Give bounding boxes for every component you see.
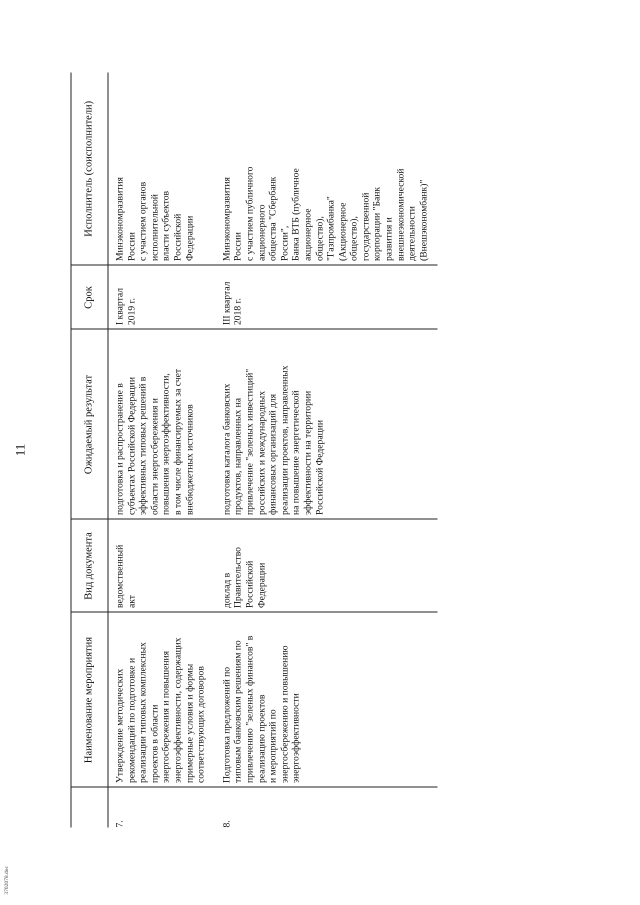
cell-line: ведомственный [114,544,126,608]
table-row [108,73,215,828]
cell-line: акционерное [302,208,314,261]
cell-line: Федерации [184,215,196,261]
cell-line: (Внешэкономбанк)" [418,179,430,261]
footer-doc-code: 3702078.doc [4,866,10,895]
cell-line: доклад в [221,572,233,608]
cell-line: развития и [383,217,395,261]
cell-num: 7. [114,820,126,828]
table-row [215,73,438,828]
cell-line: внебюджетных источников [184,404,196,515]
measures-table [71,73,438,828]
cell-line: типовым банковским решениям по [232,640,244,783]
header-term: Срок [71,266,108,330]
header-number [71,788,108,828]
cell-line: "Газпромбанка" [325,196,337,261]
cell-executor [108,73,215,266]
cell-line: Российской [172,213,184,261]
cell-line: Российской [244,560,256,608]
cell-line: Правительство [232,547,244,608]
cell-line: общества "Сбербанк [267,176,279,261]
cell-line: подготовка и распространение в [114,383,126,515]
cell-executor [215,73,438,266]
cell-line: энергоэффективности, содержащих [172,637,184,783]
cell-line: деятельности [406,206,418,261]
page-number: 11 [12,443,28,457]
cell-doc [215,520,438,613]
cell-line: и мероприятий по [267,709,279,783]
cell-line: Российской Федерации [314,420,325,515]
cell-line: подготовка каталога банковских [221,383,233,515]
cell-line: привлечению "зеленых финансов" в [244,635,256,783]
cell-line: власти субъектов [160,190,172,261]
cell-line: Утверждение методических [114,668,126,783]
cell-line: внешнеэкономической [395,168,407,261]
cell-line: эффективных типовых решений в [137,376,149,515]
cell-line: Банка ВТБ (публичное [290,168,302,261]
cell-name [108,613,215,788]
cell-line: реализации типовых комплексных [137,642,149,783]
header-executor [71,73,108,266]
cell-line: общество), [348,216,360,261]
cell-line: соответствующих договоров [195,666,207,783]
cell-line: повышения энергоэффективности, [160,373,172,515]
cell-line: России [232,232,244,261]
cell-line: эффективности на территории [302,390,314,515]
cell-line: финансовых организаций для [267,393,279,515]
cell-result [108,330,215,520]
table-header-row [71,73,108,828]
cell-line: России [126,232,138,261]
cell-line: акционерного [256,204,268,261]
cell-line: субъектах Российской Федерации [126,377,138,515]
cell-term [215,266,438,330]
cell-line: Минэкономразвития [114,177,126,261]
cell-line: примерные условия и формы [184,663,196,783]
cell-line: общество), [314,216,325,261]
cell-line: Минэкономразвития [221,177,233,261]
cell-line: Подготовка предложений по [221,666,233,783]
cell-line: в том числе финансируемых за счет [172,368,184,515]
cell-line: проектов в области [149,704,161,783]
cell-num: 8. [221,820,233,828]
cell-line: 2018 г. [232,298,244,325]
header-executor-line-2: (соисполнители) [83,100,95,176]
cell-line: рекомендаций по подготовке и [126,657,138,783]
cell-line: привлечение "зеленых инвестиций" [244,368,256,515]
cell-line: российских и международных [256,390,268,515]
header-name: Наименование мероприятия [71,613,108,788]
cell-name [215,613,438,788]
cell-line: исполнительной [149,194,161,261]
cell-line: 2019 г. [126,298,138,325]
cell-result [215,330,438,520]
cell-line: государственной [360,192,372,261]
cell-line: корпорации "Банк [371,186,383,261]
cell-line: продуктов, направленных на [232,397,244,515]
cell-line: Федерации [256,562,268,608]
header-doc-type: Вид документа [71,520,108,613]
header-executor-line-1: Исполнитель [83,177,95,237]
cell-line: с участием публичного [244,166,256,261]
cell-line: (Акционерное [337,202,349,261]
cell-line: с участием органов [137,181,149,261]
header-result: Ожидаемый результат [71,330,108,520]
cell-line: I квартал [114,287,126,325]
cell-line: реализацию проектов [256,694,268,783]
cell-line: области энергосбережения и [149,398,161,515]
cell-doc [108,520,215,613]
cell-line: реализации проектов, направленных [279,365,291,515]
cell-line: III квартал [221,281,233,325]
cell-line: России", [279,225,291,261]
cell-line: энергосбережения и повышения [160,650,172,783]
rotated-page-content [3,68,543,833]
cell-line: на повышение энергетической [290,390,302,515]
cell-line: акт [126,595,138,608]
cell-term [108,266,215,330]
cell-line: энергоэффективности [290,693,302,783]
cell-line: энергосбережению и повышению [279,645,291,783]
